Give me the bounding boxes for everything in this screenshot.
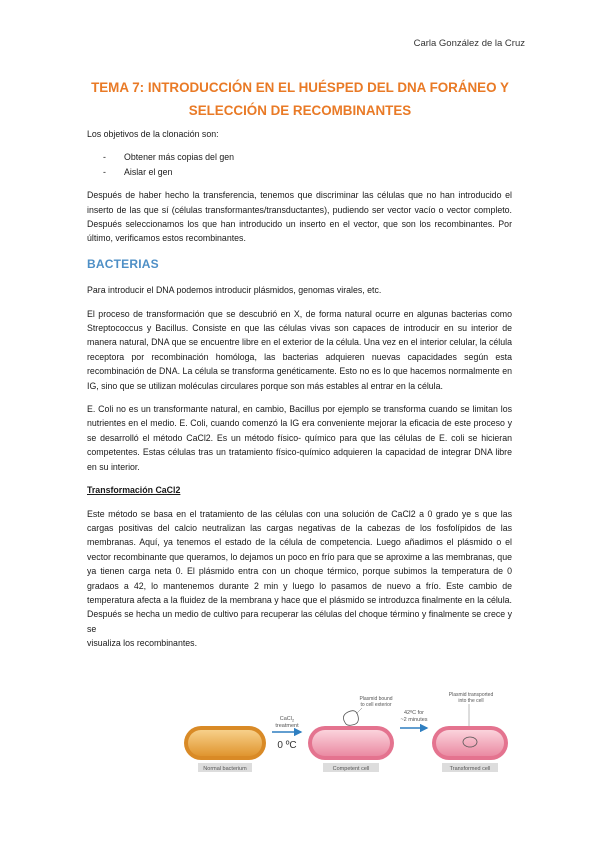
transformed-cell bbox=[432, 692, 508, 772]
page-title: TEMA 7: INTRODUCCIÓN EN EL HUÉSPED DEL DNA FORÁNEO Y SELECCIÓN DE RECOMBINANTES bbox=[91, 80, 509, 118]
heat-shock-arrow bbox=[400, 709, 428, 728]
transformation-diagram bbox=[180, 690, 510, 782]
author-header: Carla González de la Cruz bbox=[413, 38, 525, 49]
svg-text:Plasmid transported: Plasmid transported bbox=[448, 692, 494, 698]
objectives-lead: Los objetivos de la clonación son: bbox=[87, 129, 219, 139]
svg-text:CaCl2: CaCl$_2$ bbox=[279, 716, 295, 723]
normal-bacterium-label: Normal bacterium bbox=[203, 766, 247, 772]
cacl2-paragraph-end: visualiza los recombinantes. bbox=[87, 638, 198, 649]
svg-text:~2 minutes: ~2 minutes bbox=[400, 717, 428, 723]
cacl2-paragraph: Este método se basa en el tratamiento de las células con una solución de CaCl2 a 0 grado ye s que las cargas positivas del calcio neutralizan las cargas negativas de la cabezas de los fosfolípidos de las membranas. Aquí, ya tenemos el estado de la célula de competencia. Luego añadimos el plásmido o el vector recombinante que queramos, lo dejamos un poco en frío para que se aproxime a las membranas, que ya tienen carga neta 0. El plásmido entra con un choque térmico, porque subimos la temperatura de 0 gradaos a 42, lo mantenemos durante 2 min y luego lo pasamos de nuevo a frío. Este cambio de temperatura afecta a la fluidez de la membrana y hace que el plásmido se introduzca finalmente en la célula. Después se hecha un medio de cultivo para recuperar las células del choque término y finalmente se crece y se bbox=[87, 508, 512, 634]
temperature-label: 0 ºC bbox=[277, 740, 297, 751]
document-body bbox=[87, 127, 512, 651]
competent-cell bbox=[308, 696, 394, 772]
bacterias-paragraph-2: El proceso de transformación que se descubrió en X, de forma natural ocurre en algunas bacterias como Streptococcus y Bacillus. Consiste en que las células vivas son capaces de introducir en su interior de manera natural, DNA que se encuentre libre en el exterior de la célula. Una vez en el interior celular, la célula receptora por recombinación homóloga, las bacterias adquieren nuevas capacidades según esta recombinación de DNA. La célula se transforma genéticamente. Esto no es lo que hacemos normalmente en IG, sino que se utilizan moléculas circulares porque son más estables al entrar en la célula. bbox=[87, 308, 512, 391]
cacl2-treatment-arrow bbox=[272, 716, 301, 751]
transformed-cell-label: Transformed cell bbox=[449, 766, 491, 772]
section-heading-bacterias: BACTERIAS bbox=[87, 256, 159, 271]
svg-text:treatment: treatment bbox=[275, 723, 299, 729]
intro-paragraph: Después de haber hecho la transferencia, tenemos que discriminar las células que no han introducido el inserto de las que sí (células transformantes/transductantes), pudiendo ser vector vacío o vector completo. Después seleccionamos los que han introducido un inserto en el vector, que son los recombinantes. Por último, verificamos estos recombinantes. bbox=[87, 190, 512, 244]
objectives-list bbox=[87, 150, 512, 179]
svg-text:42ºC for: 42ºC for bbox=[403, 710, 425, 716]
normal-bacterium bbox=[184, 726, 266, 772]
bacterias-paragraph-3: E. Coli no es un transformante natural, en cambio, Bacillus por ejemplo se transforma cuando se limitan los nutrientes en el medio. E. Coli, cuando comenzó la IG era conveniente mejorar la eficacia de este proceso y se desarrolló el método CaCl2. Es un método físico- químico para que las células de E. coli se hicieran competentes. Estas células tras un tratamiento físico-químico adquieren la capacidad de integrar DNA libre en su interior. bbox=[87, 404, 512, 472]
svg-text:Plasmid bound: Plasmid bound bbox=[359, 696, 393, 702]
competent-cell-label: Competent cell bbox=[332, 766, 370, 772]
transformation-figure bbox=[180, 690, 510, 782]
bacterias-paragraph-1: Para introducir el DNA podemos introducir plásmidos, genomas virales, etc. bbox=[87, 285, 382, 296]
list-item: - Obtener más copias del gen bbox=[103, 152, 235, 163]
svg-text:to cell exterior: to cell exterior bbox=[360, 702, 392, 708]
svg-text:into the cell: into the cell bbox=[458, 698, 484, 704]
subsection-heading-cacl2: Transformación CaCl2 bbox=[87, 485, 181, 496]
list-item: - Aislar el gen bbox=[103, 166, 173, 177]
